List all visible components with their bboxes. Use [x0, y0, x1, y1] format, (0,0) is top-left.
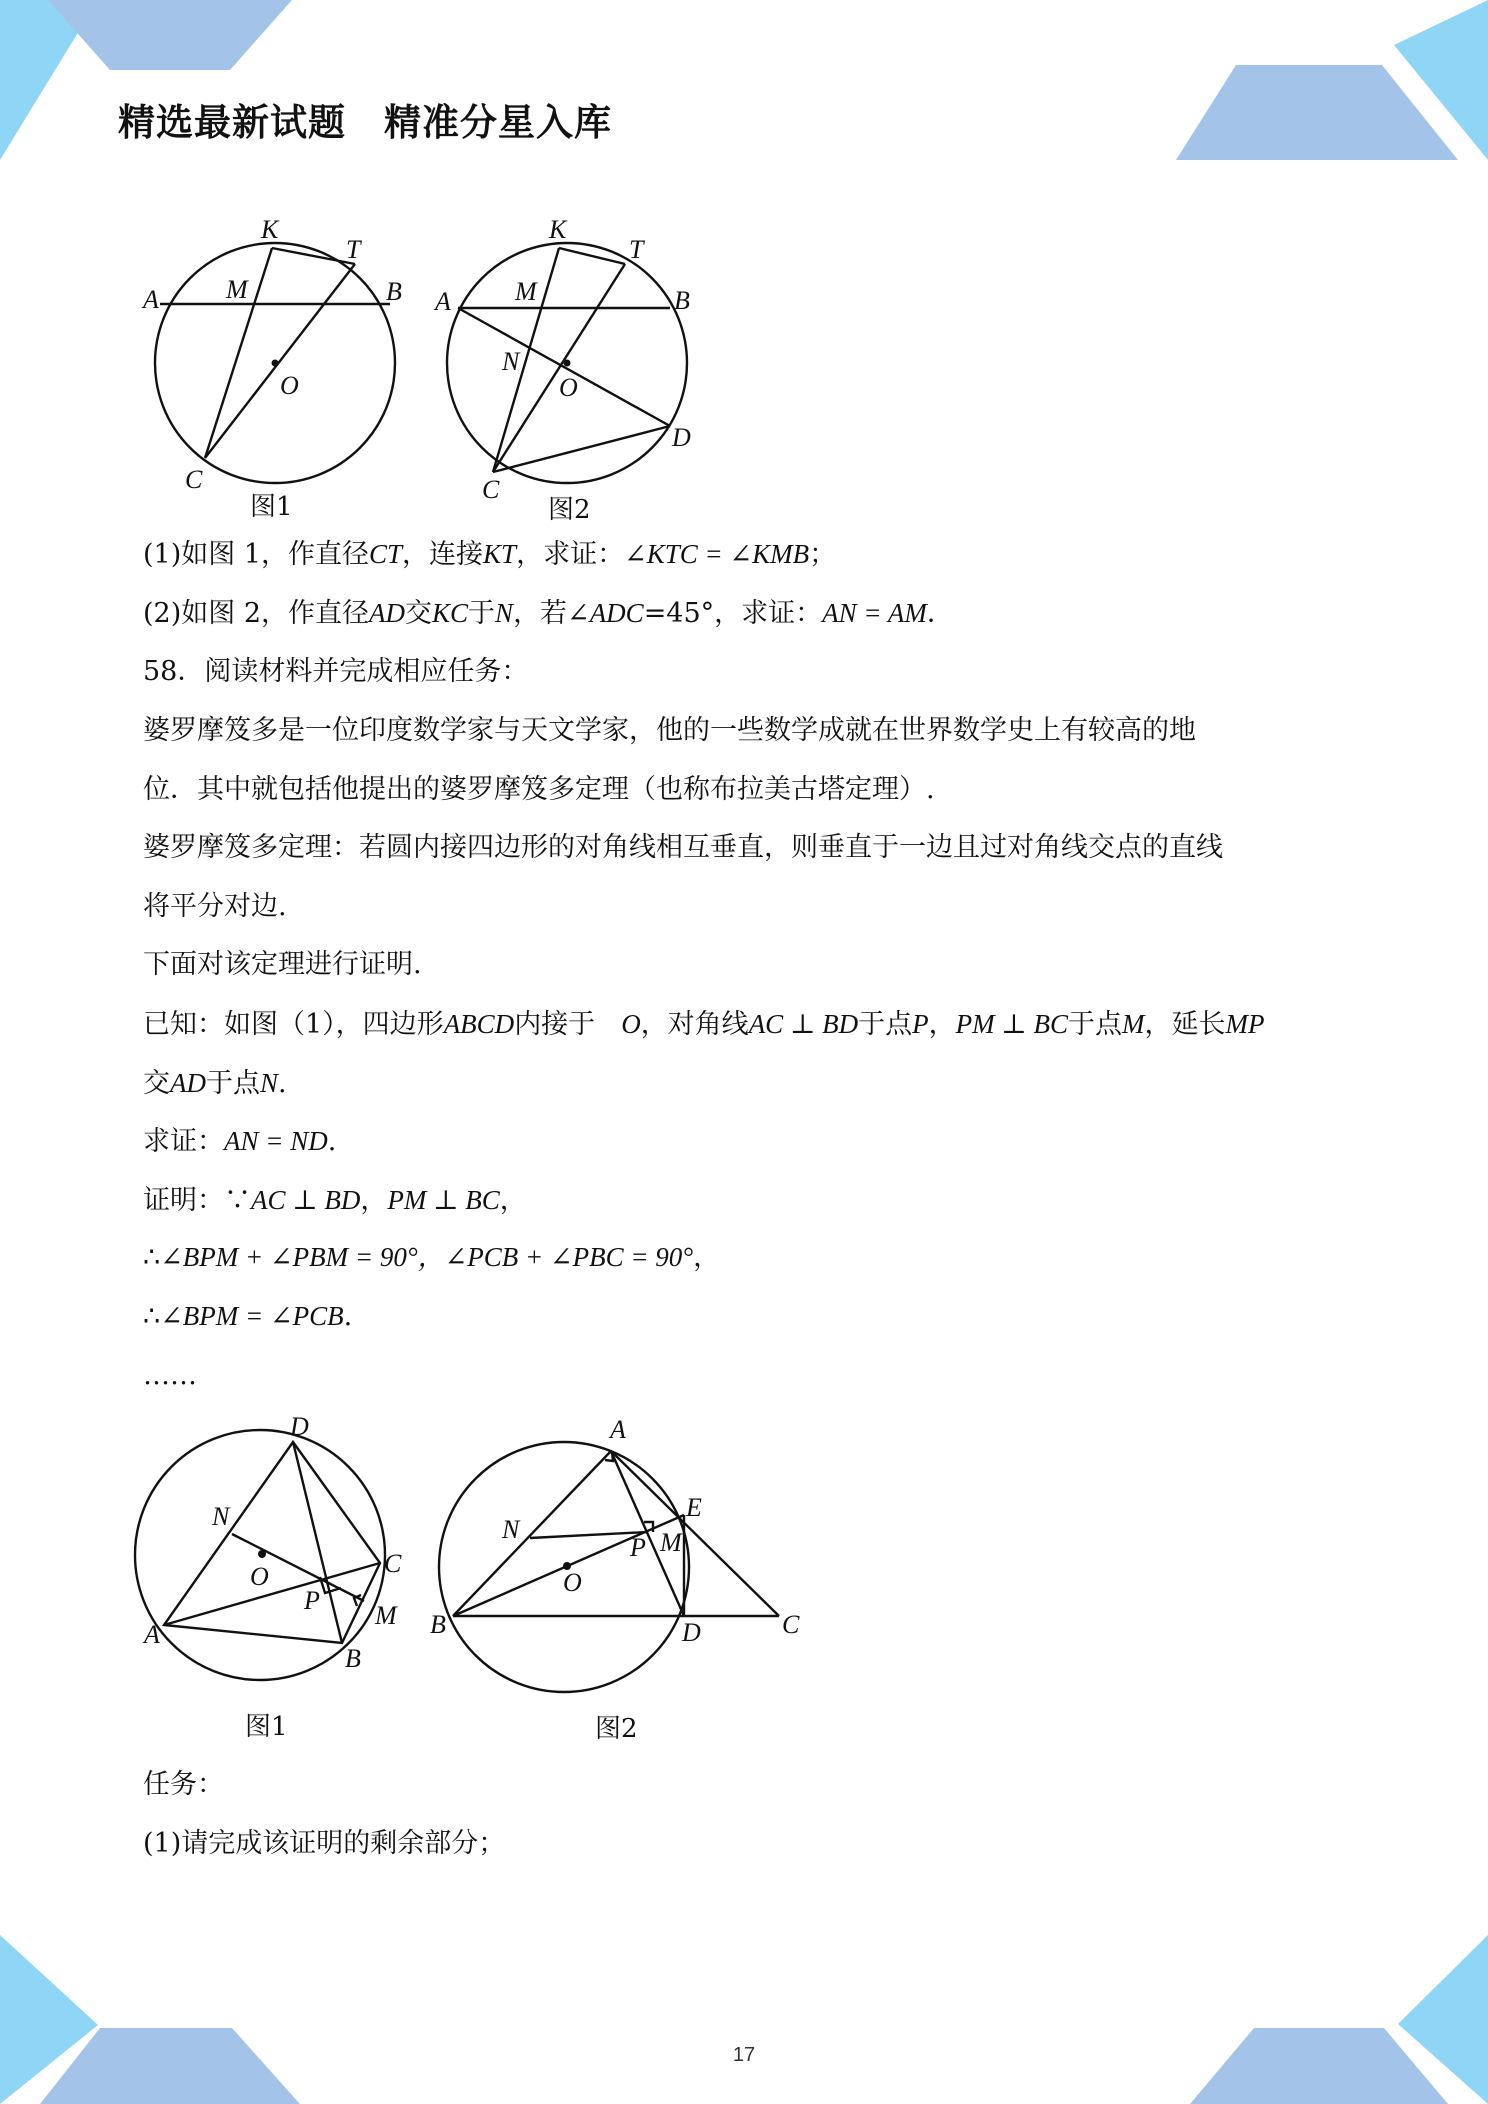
given-line-1: 已知：如图（1），四边形ABCD内接于 O，对角线AC ⊥ BD于点P，PM ⊥ BC于点M，延长MP: [143, 1009, 1265, 1040]
label-n: N: [502, 1515, 520, 1544]
center-point: [272, 360, 279, 367]
proof-line-1: 证明：∵AC ⊥ BD，PM ⊥ BC，: [143, 1185, 527, 1216]
label-m: M: [226, 275, 248, 304]
label-t: T: [346, 235, 361, 264]
question-2-line: (2)如图 2，作直径AD交KC于N，若∠ADC=45°，求证：AN = AM．: [143, 598, 954, 629]
label-o: O: [250, 1562, 269, 1591]
task-heading: 任务：: [143, 1769, 224, 1800]
problem-58-heading: 58．阅读材料并完成相应任务：: [143, 656, 529, 687]
label-a: A: [144, 1620, 160, 1649]
label-m: M: [660, 1528, 682, 1557]
given-line-2: 交AD于点N.: [143, 1068, 287, 1099]
task-1-line: (1)请完成该证明的剩余部分；: [143, 1828, 506, 1859]
label-c: C: [782, 1610, 800, 1639]
paragraph-line-1: 婆罗摩笈多是一位印度数学家与天文学家，他的一些数学成就在世界数学史上有较高的地: [143, 715, 1196, 746]
page-number: 17: [732, 2044, 756, 2066]
chord-cd: [493, 426, 670, 472]
label-c: C: [185, 465, 203, 494]
bottom-figures: [130, 1405, 820, 1745]
label-d: D: [290, 1412, 309, 1441]
ellipsis-line: ……: [143, 1360, 197, 1391]
corner-shape-top-left-band: [48, 0, 292, 70]
label-b: B: [386, 277, 402, 306]
quadrilateral-abcd: [164, 1442, 380, 1643]
label-e: E: [686, 1493, 702, 1522]
label-b: B: [674, 286, 690, 315]
label-n: N: [212, 1502, 230, 1531]
paragraph-line-2: 位．其中就包括他提出的婆罗摩笈多定理（也称布拉美古塔定理）.: [143, 774, 935, 805]
label-d: D: [672, 423, 691, 452]
bottom-figure-2: [439, 1442, 779, 1692]
label-o: O: [563, 1568, 582, 1597]
page-header-title: 精选最新试题 精准分星入库: [118, 101, 612, 144]
label-c: C: [482, 475, 500, 504]
diameter-ad: [458, 308, 670, 426]
label-o: O: [280, 371, 299, 400]
figure-caption: 图2: [548, 495, 591, 525]
label-n: N: [502, 347, 520, 376]
center-point: [564, 360, 571, 367]
center-point: [258, 1550, 266, 1558]
label-t: T: [629, 235, 644, 264]
label-c: C: [384, 1549, 402, 1578]
proof-intro: 下面对该定理进行证明.: [143, 949, 422, 980]
label-b: B: [345, 1644, 361, 1673]
question-1-line: (1)如图 1，作直径CT，连接KT，求证：∠KTC = ∠KMB；: [143, 539, 837, 570]
label-a: A: [610, 1415, 626, 1444]
theorem-line-1: 婆罗摩笈多定理：若圆内接四边形的对角线相互垂直，则垂直于一边且过对角线交点的直线: [143, 832, 1223, 863]
proof-line-3: ∴∠BPM = ∠PCB.: [143, 1301, 353, 1332]
label-m: M: [375, 1601, 397, 1630]
label-k: K: [549, 215, 567, 244]
label-a: A: [435, 287, 451, 316]
line-ba: [453, 1451, 611, 1616]
label-b: B: [430, 1610, 446, 1639]
figure-caption: 图1: [250, 492, 293, 522]
top-figures: [130, 200, 710, 530]
label-m: M: [515, 277, 537, 306]
to-prove-line: 求证：AN = ND.: [143, 1126, 337, 1157]
proof-line-2: ∴∠BPM + ∠PBM = 90°，∠PCB + ∠PBC = 90°，: [143, 1242, 721, 1273]
theorem-line-2: 将平分对边.: [143, 891, 287, 922]
label-a: A: [143, 285, 159, 314]
label-k: K: [261, 215, 279, 244]
label-d: D: [682, 1618, 701, 1647]
chord-kt: [559, 248, 625, 264]
label-o: O: [559, 373, 578, 402]
corner-shape-top-right-band: [1176, 65, 1458, 160]
figure-caption: 图2: [595, 1714, 638, 1744]
label-p: P: [304, 1586, 320, 1615]
figure-caption: 图1: [245, 1712, 288, 1742]
label-p: P: [630, 1533, 646, 1562]
